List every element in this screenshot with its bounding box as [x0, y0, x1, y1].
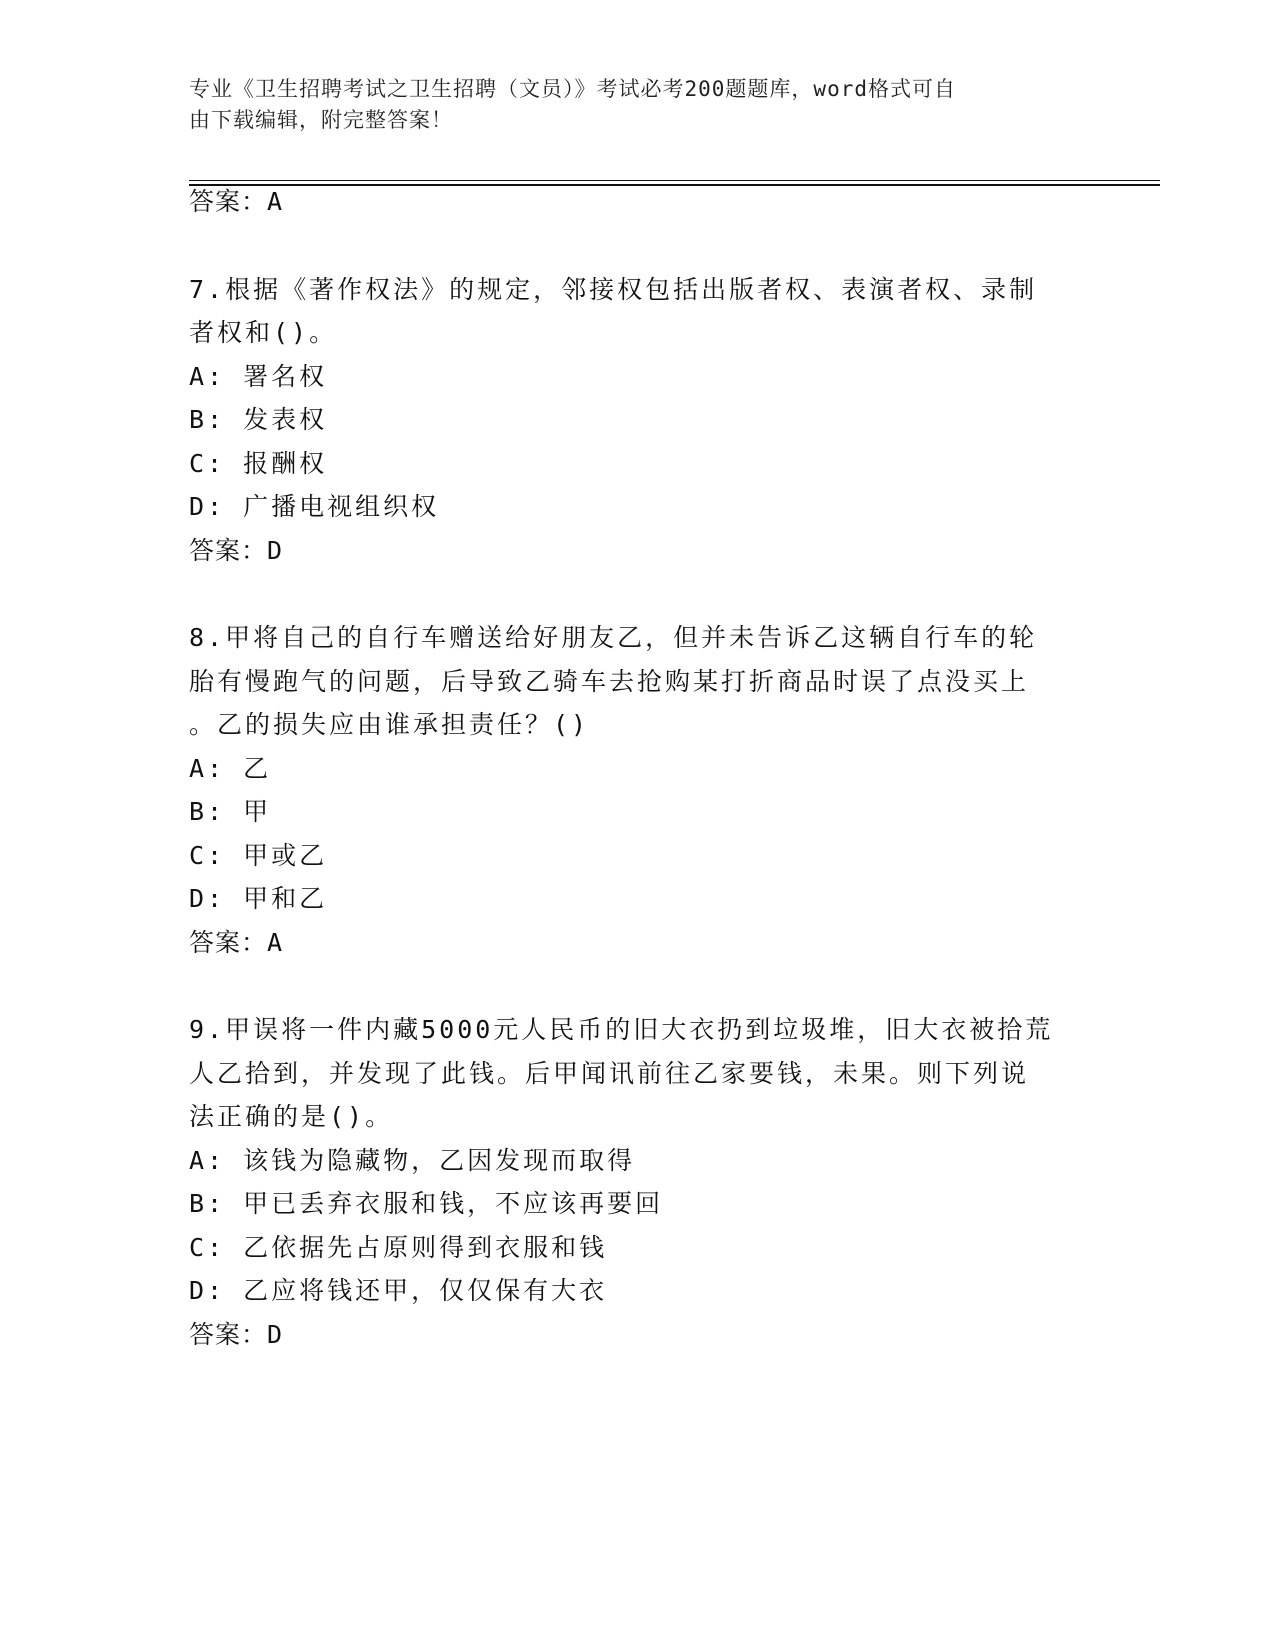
answer-value: D: [267, 1320, 284, 1349]
option-a: A: 乙: [189, 754, 272, 783]
answer-line: [189, 536, 283, 566]
answer-value: A: [267, 187, 284, 216]
option-d: D: 广播电视组织权: [189, 492, 440, 521]
answer-label: 答案：: [189, 536, 268, 565]
answer-value: A: [267, 928, 284, 957]
option-c: C: 报酬权: [189, 449, 328, 478]
option-b: B: 甲已丢弃衣服和钱，不应该再要回: [189, 1189, 664, 1218]
option-d: D: 乙应将钱还甲，仅仅保有大衣: [189, 1276, 608, 1305]
option-c: C: 甲或乙: [189, 841, 328, 870]
answer-line: [189, 1320, 283, 1350]
question-stem-line: 7.根据《著作权法》的规定，邻接权包括出版者权、表演者权、录制: [189, 275, 1038, 304]
question-stem-line: 。乙的损失应由谁承担责任？(): [189, 710, 590, 739]
question-stem-line: 胎有慢跑气的问题，后导致乙骑车去抢购某打折商品时误了点没买上: [189, 667, 1030, 696]
question-stem-line: 8.甲将自己的自行车赠送给好朋友乙，但并未告诉乙这辆自行车的轮: [189, 623, 1038, 652]
option-a: A: 署名权: [189, 362, 328, 391]
answer-label: 答案：: [189, 187, 268, 216]
option-d: D: 甲和乙: [189, 884, 328, 913]
header-line-2: 由下载编辑，附完整答案！: [189, 108, 453, 132]
option-b: B: 甲: [189, 797, 272, 826]
answer-label: 答案：: [189, 928, 268, 957]
header-divider-thin: [189, 180, 1160, 181]
answer-line-prev: [189, 187, 283, 217]
header-divider-thick: [189, 184, 1160, 186]
option-c: C: 乙依据先占原则得到衣服和钱: [189, 1233, 608, 1262]
answer-line: [189, 928, 283, 958]
answer-value: D: [267, 536, 284, 565]
question-stem-line: 人乙拾到，并发现了此钱。后甲闻讯前往乙家要钱，未果。则下列说: [189, 1059, 1030, 1088]
document-header: [189, 74, 1079, 136]
option-a: A: 该钱为隐藏物，乙因发现而取得: [189, 1146, 636, 1175]
header-line-1: 专业《卫生招聘考试之卫生招聘（文员）》考试必考200题题库，word格式可自: [189, 77, 956, 101]
question-stem-line: 法正确的是()。: [189, 1102, 394, 1131]
question-stem-line: 9.甲误将一件内藏5000元人民币的旧大衣扔到垃圾堆，旧大衣被拾荒: [189, 1015, 1054, 1044]
answer-label: 答案：: [189, 1320, 268, 1349]
option-b: B: 发表权: [189, 405, 328, 434]
question-stem-line: 者权和()。: [189, 318, 338, 347]
